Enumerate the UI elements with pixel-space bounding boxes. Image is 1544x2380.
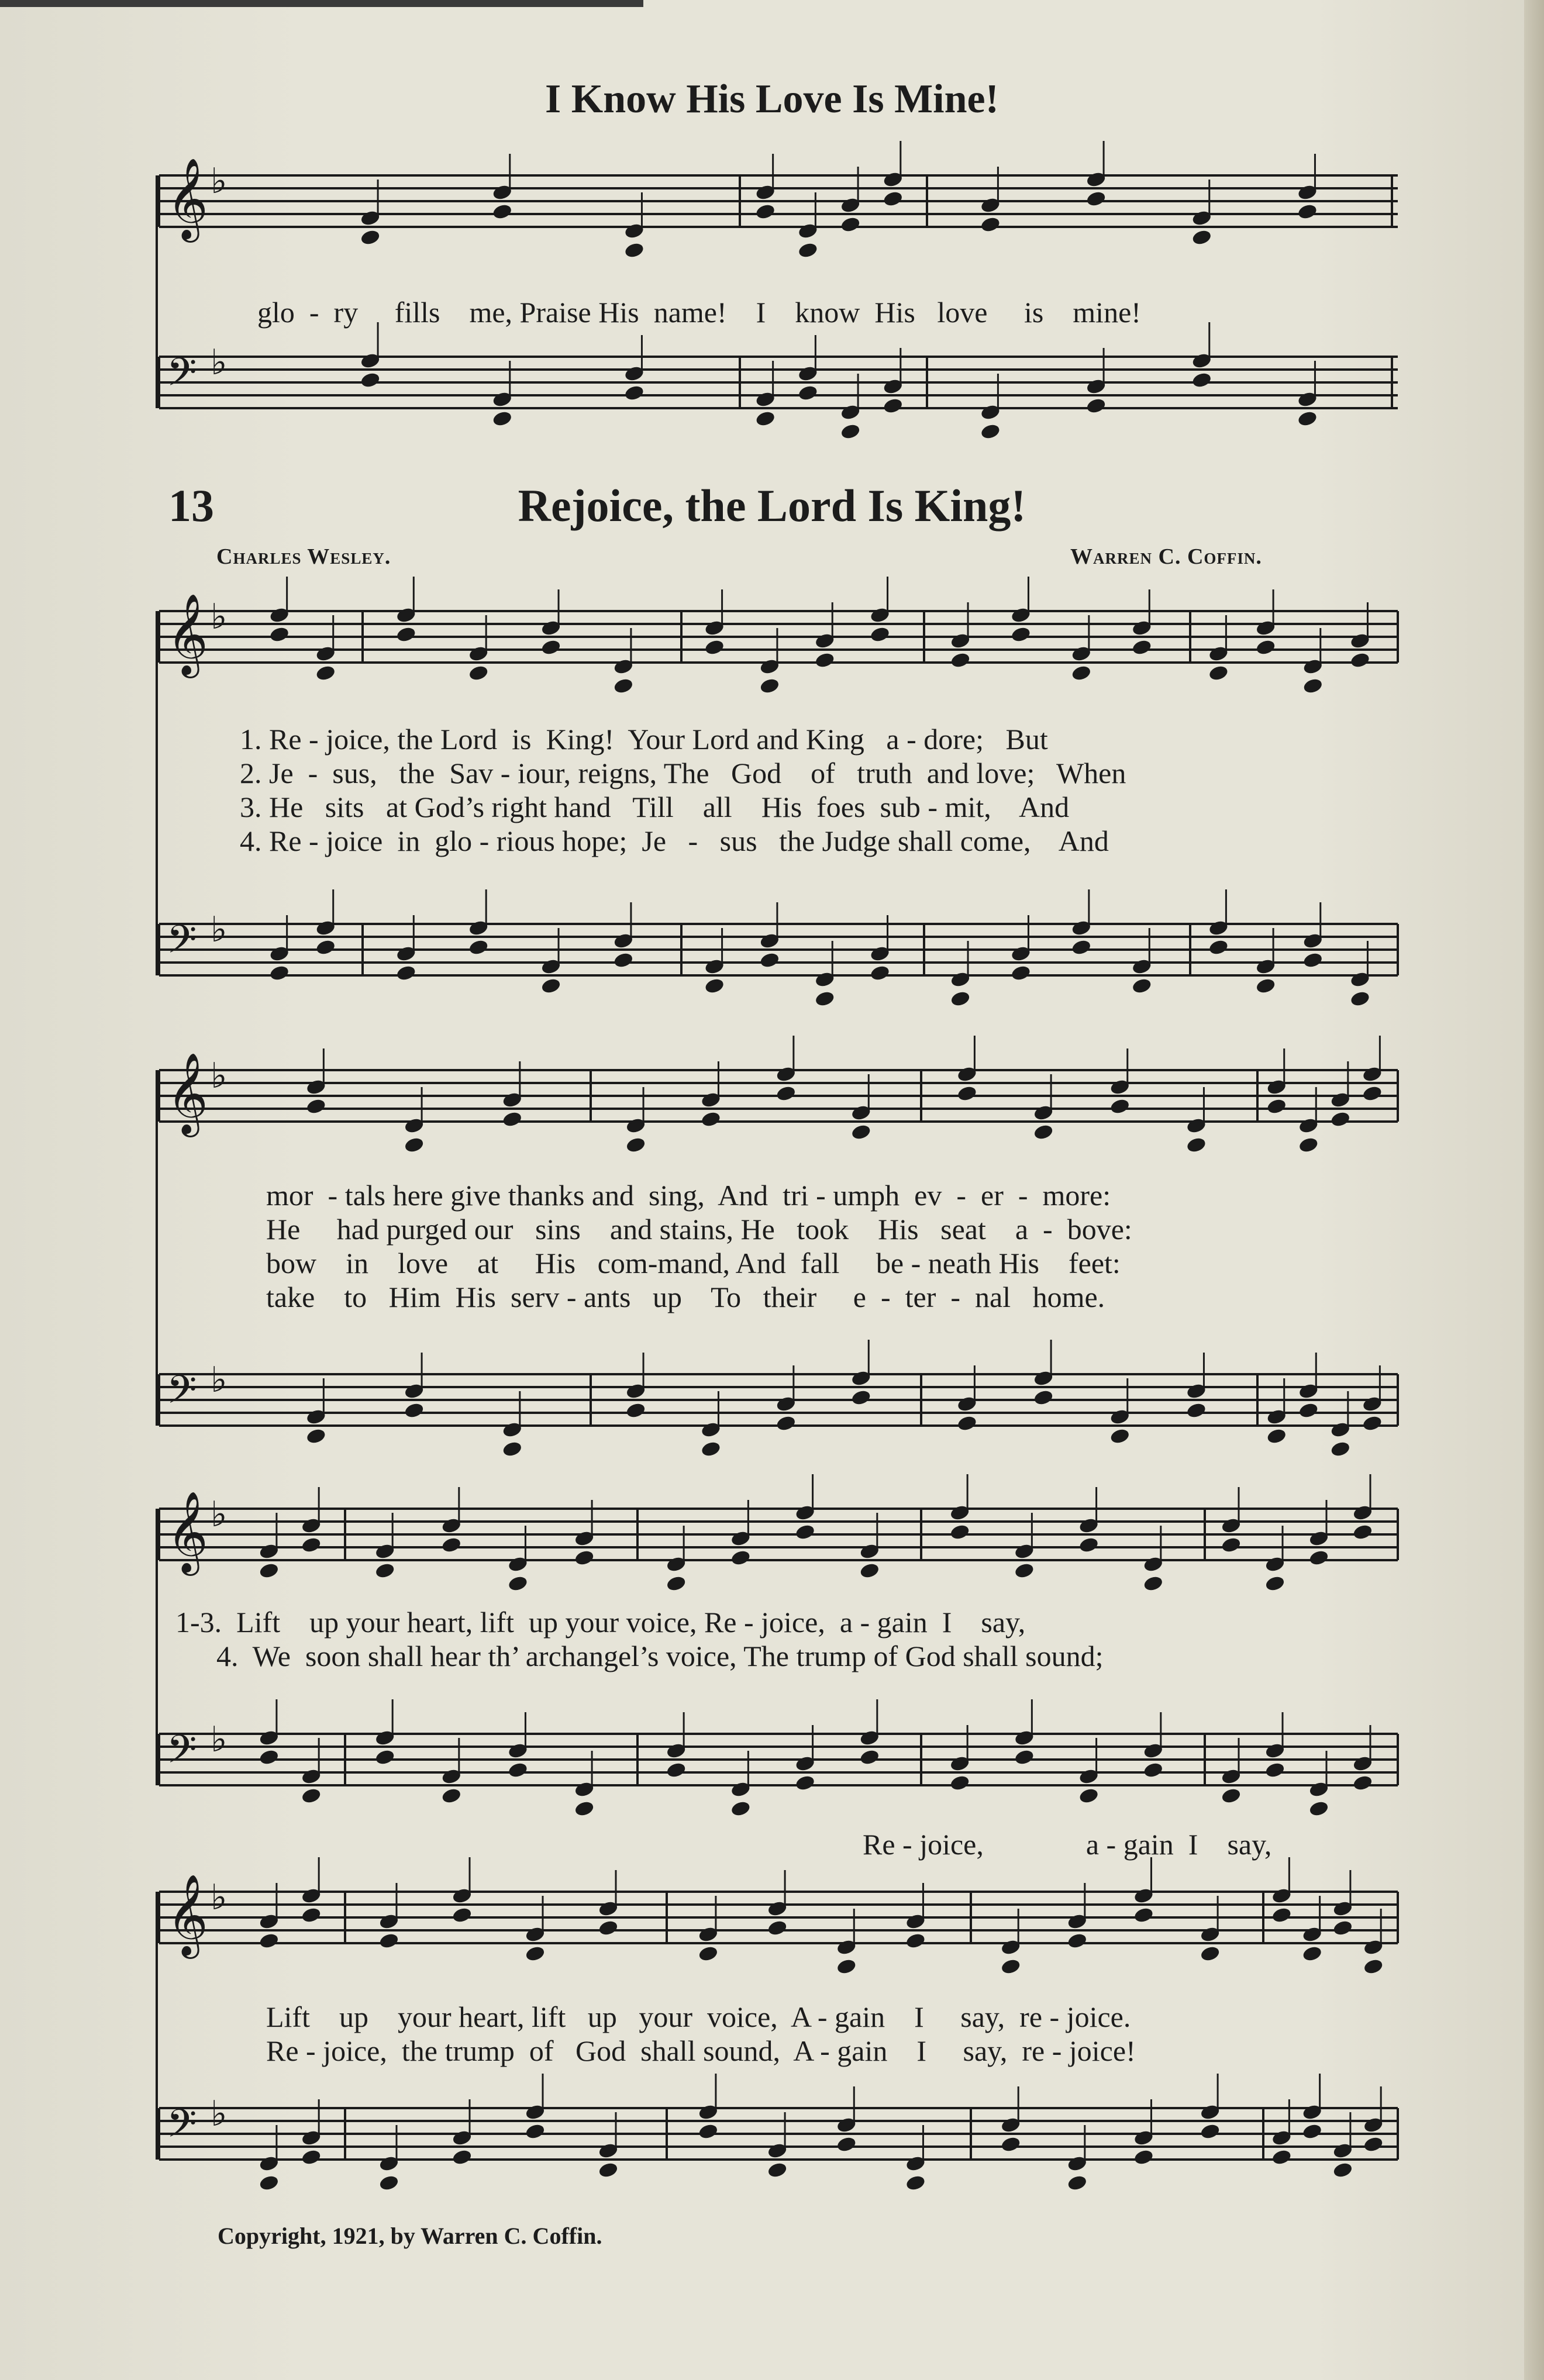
notehead — [1308, 1800, 1329, 1817]
notehead — [1362, 1085, 1383, 1102]
copyright-notice: Copyright, 1921, by Warren C. Coffin. — [218, 2223, 602, 2249]
notehead — [1133, 2148, 1154, 2165]
notehead — [452, 1906, 472, 1923]
flat-sign-icon: ♭ — [211, 1719, 228, 1760]
notehead — [306, 1427, 326, 1444]
notehead — [259, 2174, 279, 2191]
treble-clef-icon: 𝄞 — [167, 594, 208, 675]
verse-1-line: 1. Re - joice, the Lord is King! Your Lord and King a - dore; But — [240, 723, 1048, 756]
notehead — [1133, 1906, 1154, 1923]
notehead — [1330, 1110, 1350, 1127]
notehead — [755, 410, 776, 427]
notehead — [730, 1549, 751, 1566]
notehead — [698, 2123, 718, 2140]
notehead — [950, 1774, 970, 1791]
notehead — [1011, 626, 1031, 643]
notehead — [378, 2174, 399, 2191]
notehead — [626, 1136, 646, 1153]
notehead — [1143, 1761, 1163, 1778]
notehead — [701, 1110, 721, 1127]
notehead — [1308, 1549, 1329, 1566]
notehead — [441, 1787, 461, 1804]
notehead — [508, 1761, 528, 1778]
notehead — [795, 1523, 815, 1540]
notehead — [624, 384, 645, 401]
notehead — [1011, 964, 1031, 981]
notehead — [1132, 977, 1152, 994]
notehead — [1332, 1919, 1353, 1936]
notehead — [1067, 1932, 1087, 1949]
notehead — [502, 1440, 522, 1457]
notehead — [1363, 2136, 1384, 2153]
notehead — [1297, 203, 1318, 220]
notehead — [815, 990, 835, 1007]
flat-sign-icon: ♭ — [211, 1056, 228, 1096]
notehead — [1302, 677, 1323, 694]
flat-sign-icon: ♭ — [211, 596, 228, 637]
notehead — [468, 939, 489, 956]
lyricist-credit: Charles Wesley. — [216, 544, 391, 569]
notehead — [375, 1748, 395, 1765]
notehead — [360, 229, 381, 246]
notehead — [1132, 639, 1152, 656]
flat-sign-icon: ♭ — [211, 1877, 228, 1918]
notehead — [1071, 939, 1091, 956]
notehead — [795, 1774, 815, 1791]
notehead — [315, 939, 336, 956]
notehead — [269, 964, 290, 981]
notehead — [378, 1932, 399, 1949]
bass-clef-icon: 𝄢 — [167, 917, 197, 971]
flat-sign-icon: ♭ — [211, 1360, 228, 1401]
notehead — [1208, 664, 1229, 681]
notehead — [598, 2161, 618, 2178]
notehead — [1001, 1958, 1021, 1975]
refrain-line-1: Lift up your heart, lift up your voice, A - gain I say, re - joice. — [266, 2000, 1131, 2033]
notehead — [883, 397, 903, 414]
notehead — [541, 639, 561, 656]
notehead — [1297, 410, 1318, 427]
notehead — [859, 1748, 880, 1765]
notehead — [1302, 1945, 1322, 1962]
notehead — [851, 1389, 871, 1406]
notehead — [301, 1906, 322, 1923]
notehead — [1191, 229, 1212, 246]
notehead — [626, 1402, 646, 1419]
notehead — [1271, 1906, 1292, 1923]
notehead — [840, 423, 861, 440]
notehead — [360, 371, 381, 388]
notehead — [870, 964, 890, 981]
notehead — [1186, 1136, 1207, 1153]
notehead — [613, 951, 633, 968]
notehead — [1109, 1427, 1130, 1444]
notehead — [980, 423, 1001, 440]
previous-hymn-title: I Know His Love Is Mine! — [545, 77, 999, 122]
notehead — [776, 1085, 796, 1102]
notehead — [301, 1787, 322, 1804]
notehead — [1033, 1389, 1054, 1406]
flat-sign-icon: ♭ — [211, 2093, 228, 2134]
notehead — [1363, 1958, 1384, 1975]
notehead — [404, 1136, 425, 1153]
notehead — [574, 1549, 595, 1566]
notehead — [798, 242, 818, 258]
notehead — [259, 1748, 279, 1765]
verse-4-line: 4. Re - joice in glo - rious hope; Je - sus the Judge shall come, And — [240, 825, 1109, 857]
notehead — [905, 2174, 926, 2191]
notehead — [851, 1123, 871, 1140]
refrain-line-1: 1-3. Lift up your heart, lift up your voice, Re - joice, a - gain I say, — [175, 1606, 1026, 1639]
notehead — [1264, 1761, 1285, 1778]
notehead — [525, 1945, 545, 1962]
notehead — [1067, 2174, 1087, 2191]
notehead — [1256, 977, 1276, 994]
refrain-line-4: Re - joice, the trump of God shall sound, A - gain I say, re - joice! — [266, 2034, 1136, 2067]
notehead — [1271, 2148, 1292, 2165]
notehead — [767, 1919, 788, 1936]
notehead — [396, 964, 416, 981]
notehead — [905, 1932, 926, 1949]
bass-echo-lyric: Re - joice, a - gain I say, — [863, 1828, 1272, 1861]
notehead — [1332, 2161, 1353, 2178]
flat-sign-icon: ♭ — [211, 342, 228, 383]
notehead — [375, 1562, 395, 1579]
notehead — [1302, 951, 1323, 968]
notehead — [404, 1402, 425, 1419]
treble-clef-icon: 𝄞 — [167, 1053, 208, 1134]
notehead — [1143, 1575, 1163, 1592]
treble-clef-icon: 𝄞 — [167, 158, 208, 239]
notehead — [730, 1800, 751, 1817]
notehead — [613, 677, 633, 694]
notehead — [1256, 639, 1276, 656]
flat-sign-icon: ♭ — [211, 161, 228, 202]
notehead — [508, 1575, 528, 1592]
notehead — [836, 1958, 857, 1975]
notehead — [1330, 1440, 1350, 1457]
notehead — [259, 1932, 279, 1949]
notehead — [666, 1761, 687, 1778]
notehead — [492, 203, 512, 220]
notehead — [767, 2161, 788, 2178]
notehead — [1071, 664, 1091, 681]
notehead — [1078, 1536, 1099, 1553]
notehead — [396, 626, 416, 643]
hymn-number: 13 — [168, 480, 214, 531]
flat-sign-icon: ♭ — [211, 909, 228, 950]
notehead — [1200, 1945, 1221, 1962]
hymn-title: Rejoice, the Lord Is King! — [518, 480, 1026, 531]
notehead — [315, 664, 336, 681]
treble-clef-icon: 𝄞 — [167, 1491, 208, 1572]
notehead — [1078, 1787, 1099, 1804]
notehead — [502, 1110, 522, 1127]
notehead — [1298, 1136, 1319, 1153]
notehead — [776, 1415, 796, 1432]
previous-hymn-lyrics: glo - ry fills me, Praise His name! I know His love is mine! — [257, 296, 1141, 329]
verse-4-line: take to Him His serv - ants up To their e - ter - nal home. — [266, 1281, 1105, 1313]
notehead — [1264, 1575, 1285, 1592]
notehead — [666, 1575, 687, 1592]
notehead — [574, 1800, 595, 1817]
notehead — [624, 242, 645, 258]
notehead — [301, 1536, 322, 1553]
notehead — [883, 190, 903, 207]
notehead — [1266, 1427, 1287, 1444]
notehead — [306, 1098, 326, 1115]
notehead — [1014, 1562, 1035, 1579]
notehead — [1001, 2136, 1021, 2153]
notehead — [1298, 1402, 1319, 1419]
notehead — [525, 2123, 545, 2140]
verse-2-line: 2. Je - sus, the Sav - iour, reigns, The God of truth and love; When — [240, 757, 1126, 789]
notehead — [1086, 397, 1107, 414]
verse-2-line: He had purged our sins and stains, He took His seat a - bove: — [266, 1213, 1132, 1246]
notehead — [701, 1440, 721, 1457]
notehead — [1352, 1523, 1373, 1540]
composer-credit: Warren C. Coffin. — [1070, 544, 1262, 569]
notehead — [1033, 1123, 1054, 1140]
notehead — [1302, 2123, 1322, 2140]
notehead — [1362, 1415, 1383, 1432]
notehead — [980, 216, 1001, 233]
notehead — [870, 626, 890, 643]
notehead — [759, 951, 780, 968]
notehead — [950, 651, 971, 668]
notehead — [957, 1085, 977, 1102]
notehead — [957, 1415, 977, 1432]
notehead — [815, 651, 835, 668]
notehead — [950, 1523, 970, 1540]
notehead — [269, 626, 290, 643]
notehead — [798, 384, 818, 401]
bass-clef-icon: 𝄢 — [167, 350, 197, 404]
verse-1-line: mor - tals here give thanks and sing, And tri - umph ev - er - more: — [266, 1179, 1111, 1212]
notehead — [1109, 1098, 1130, 1115]
notehead — [1221, 1787, 1241, 1804]
notehead — [698, 1945, 718, 1962]
notehead — [259, 1562, 279, 1579]
bass-clef-icon: 𝄢 — [167, 1727, 197, 1781]
notehead — [441, 1536, 461, 1553]
notehead — [1208, 939, 1229, 956]
notehead — [704, 977, 725, 994]
notehead — [836, 2136, 857, 2153]
verse-3-line: 3. He sits at God’s right hand Till all His foes sub - mit, And — [240, 791, 1070, 823]
notehead — [1191, 371, 1212, 388]
bass-clef-icon: 𝄢 — [167, 2101, 197, 2155]
notehead — [1086, 190, 1107, 207]
notehead — [598, 1919, 618, 1936]
notehead — [492, 410, 512, 427]
refrain-line-4: 4. We soon shall hear th’ archangel’s voice, The trump of God shall sound; — [216, 1640, 1104, 1672]
notehead — [541, 977, 561, 994]
bass-clef-icon: 𝄢 — [167, 1367, 197, 1422]
notehead — [1200, 2123, 1221, 2140]
notehead — [1014, 1748, 1035, 1765]
verse-3-line: bow in love at His com-mand, And fall be - neath His feet: — [266, 1247, 1121, 1279]
notehead — [950, 990, 971, 1007]
notehead — [1186, 1402, 1207, 1419]
notehead — [452, 2148, 472, 2165]
notehead — [859, 1562, 880, 1579]
notehead — [1350, 990, 1370, 1007]
notehead — [755, 203, 776, 220]
notehead — [1352, 1774, 1373, 1791]
notehead — [301, 2148, 322, 2165]
notehead — [1350, 651, 1370, 668]
flat-sign-icon: ♭ — [211, 1494, 228, 1535]
notehead — [704, 639, 725, 656]
notehead — [759, 677, 780, 694]
notehead — [840, 216, 861, 233]
treble-clef-icon: 𝄞 — [167, 1874, 208, 1955]
notehead — [1221, 1536, 1241, 1553]
notehead — [468, 664, 489, 681]
notehead — [1266, 1098, 1287, 1115]
